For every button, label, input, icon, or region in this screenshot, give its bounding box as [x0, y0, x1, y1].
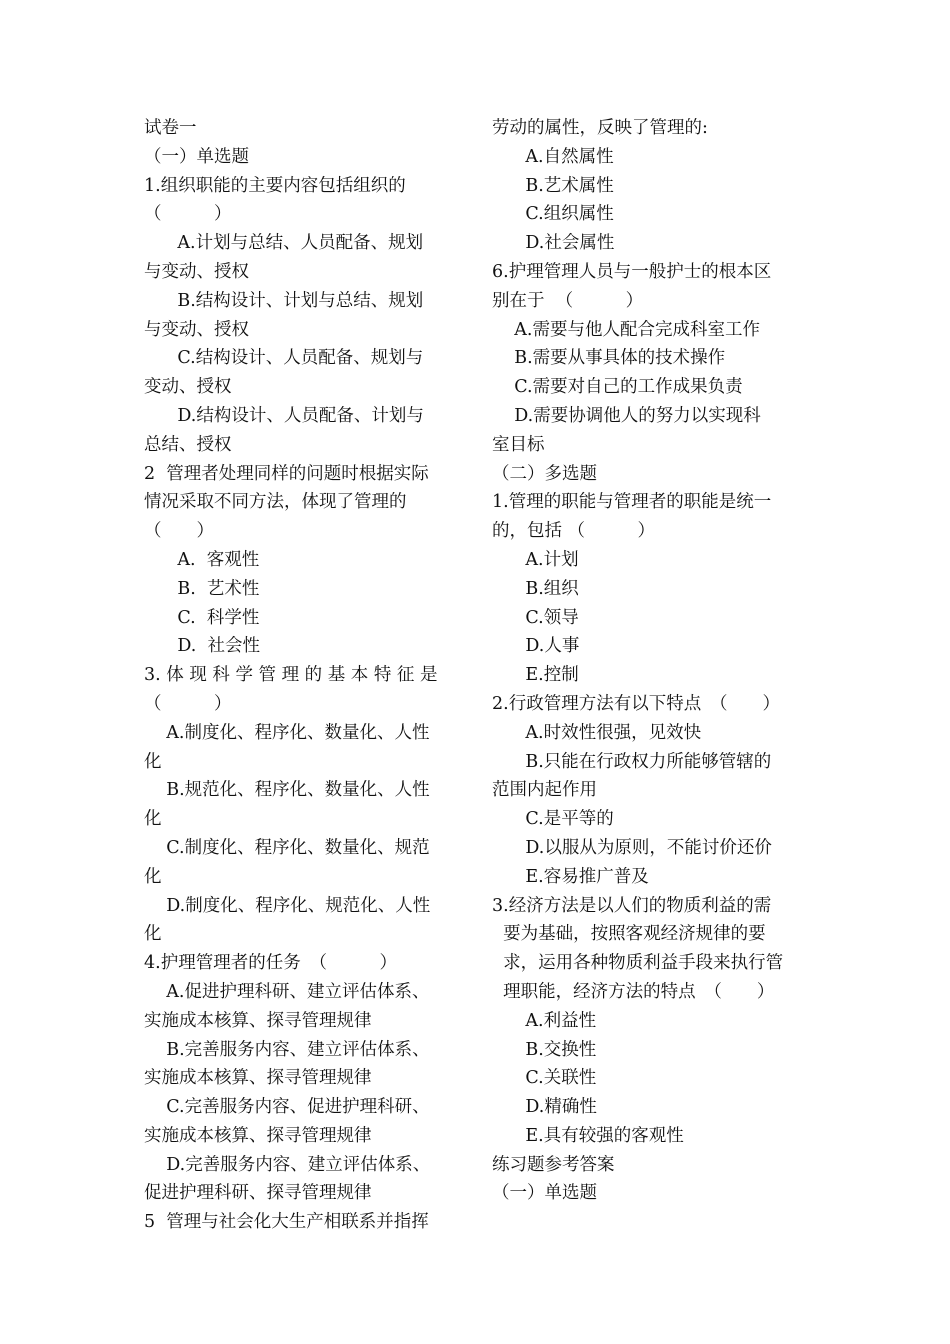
text-line: 的，包括 （ ） — [492, 521, 656, 542]
text-line: E.控制 — [492, 665, 579, 686]
text-line: A.促进护理科研、建立评估体系、 — [144, 981, 430, 1002]
text-line: 要为基础，按照客观经济规律的要 — [492, 924, 766, 945]
text-line: D.完善服务内容、建立评估体系、 — [144, 1154, 431, 1175]
text-line: 实施成本核算、探寻管理规律 — [144, 1068, 372, 1089]
text-line: 室目标 — [492, 434, 545, 455]
text-line: 求，运用各种物质利益手段来执行管 — [492, 953, 784, 974]
text-line: D.社会属性 — [492, 233, 615, 254]
text-line: A.需要与他人配合完成科室工作 — [492, 319, 760, 340]
text-line: 实施成本核算、探寻管理规律 — [144, 1125, 372, 1146]
text-line: 实施成本核算、探寻管理规律 — [144, 1010, 372, 1031]
text-line: 总结、授权 — [144, 434, 232, 455]
text-line: （ ） — [144, 521, 214, 542]
text-line: 3.经济方法是以人们的物质利益的需 — [492, 895, 772, 916]
text-line: B.规范化、程序化、数量化、人性 — [144, 780, 430, 801]
text-line: 变动、授权 — [144, 377, 232, 398]
text-line: D.人事 — [492, 636, 580, 657]
text-line: B. 艺术性 — [144, 578, 260, 599]
text-line: C.需要对自己的工作成果负责 — [492, 377, 743, 398]
text-line: 1.组织职能的主要内容包括组织的 — [144, 175, 406, 196]
text-line: B.交换性 — [492, 1039, 597, 1060]
text-line: A.计划与总结、人员配备、规划 — [144, 233, 424, 254]
text-line: （一）单选题 — [144, 146, 249, 167]
text-line: 2 管理者处理同样的问题时根据实际 — [144, 463, 429, 484]
text-line: E.容易推广普及 — [492, 866, 649, 887]
text-line: E.具有较强的客观性 — [492, 1125, 684, 1146]
text-line: 1.管理的职能与管理者的职能是统一 — [492, 492, 772, 513]
text-line: B.艺术属性 — [492, 175, 614, 196]
text-line: B.只能在行政权力所能够管辖的 — [492, 751, 772, 772]
text-line: D.精确性 — [492, 1097, 597, 1118]
text-line: C.制度化、程序化、数量化、规范 — [144, 837, 430, 858]
text-line: B.结构设计、计划与总结、规划 — [144, 290, 424, 311]
text-line: D.需要协调他人的努力以实现科 — [492, 405, 761, 426]
text-line: 练习题参考答案 — [492, 1154, 615, 1175]
text-line: 3. 体 现 科 学 管 理 的 基 本 特 征 是 — [144, 665, 438, 686]
text-line: C.是平等的 — [492, 809, 614, 830]
text-line: C.组织属性 — [492, 204, 614, 225]
text-line: 5 管理与社会化大生产相联系并指挥 — [144, 1212, 429, 1233]
text-line: 促进护理科研、探寻管理规律 — [144, 1183, 372, 1204]
text-line: （一）单选题 — [492, 1183, 597, 1204]
text-line: 情况采取不同方法，体现了管理的 — [144, 492, 407, 513]
text-line: 范围内起作用 — [492, 780, 597, 801]
text-line: C.完善服务内容、促进护理科研、 — [144, 1097, 430, 1118]
text-line: B.组织 — [492, 578, 579, 599]
text-line: C. 科学性 — [144, 607, 260, 628]
text-line: 4.护理管理者的任务 （ ） — [144, 953, 397, 974]
text-line: 与变动、授权 — [144, 261, 249, 282]
text-line: 理职能，经济方法的特点 （ ） — [492, 981, 775, 1002]
text-line: D.以服从为原则，不能讨价还价 — [492, 837, 772, 858]
text-line: A.利益性 — [492, 1010, 597, 1031]
text-line: D. 社会性 — [144, 636, 260, 657]
text-line: A.时效性很强，见效快 — [492, 722, 702, 743]
left-column — [144, 114, 462, 1237]
text-line: B.完善服务内容、建立评估体系、 — [144, 1039, 430, 1060]
text-line: （ ） — [144, 204, 232, 225]
text-line: C.结构设计、人员配备、规划与 — [144, 348, 424, 369]
right-column — [492, 114, 812, 1208]
text-line: （二）多选题 — [492, 463, 597, 484]
text-line: C.关联性 — [492, 1068, 597, 1089]
text-line: A. 客观性 — [144, 549, 260, 570]
text-line: 化 — [144, 751, 162, 772]
text-line: 别在于 （ ） — [492, 290, 644, 311]
text-line: B.需要从事具体的技术操作 — [492, 348, 726, 369]
text-line: 2.行政管理方法有以下特点 （ ） — [492, 693, 780, 714]
text-line: 6.护理管理人员与一般护士的根本区 — [492, 261, 772, 282]
text-line: 与变动、授权 — [144, 319, 249, 340]
text-line: 试卷一 — [144, 118, 197, 138]
text-line: D.制度化、程序化、规范化、人性 — [144, 895, 431, 916]
text-line: 化 — [144, 809, 162, 830]
text-line: 劳动的属性，反映了管理的: — [492, 118, 708, 138]
text-line: 化 — [144, 924, 162, 945]
text-line: D.结构设计、人员配备、计划与 — [144, 405, 424, 426]
text-line: 化 — [144, 866, 162, 887]
text-line: A.制度化、程序化、数量化、人性 — [144, 722, 430, 743]
text-line: A.计划 — [492, 549, 579, 570]
text-line: A.自然属性 — [492, 146, 614, 167]
text-line: （ ） — [144, 693, 232, 714]
text-line: C.领导 — [492, 607, 579, 628]
